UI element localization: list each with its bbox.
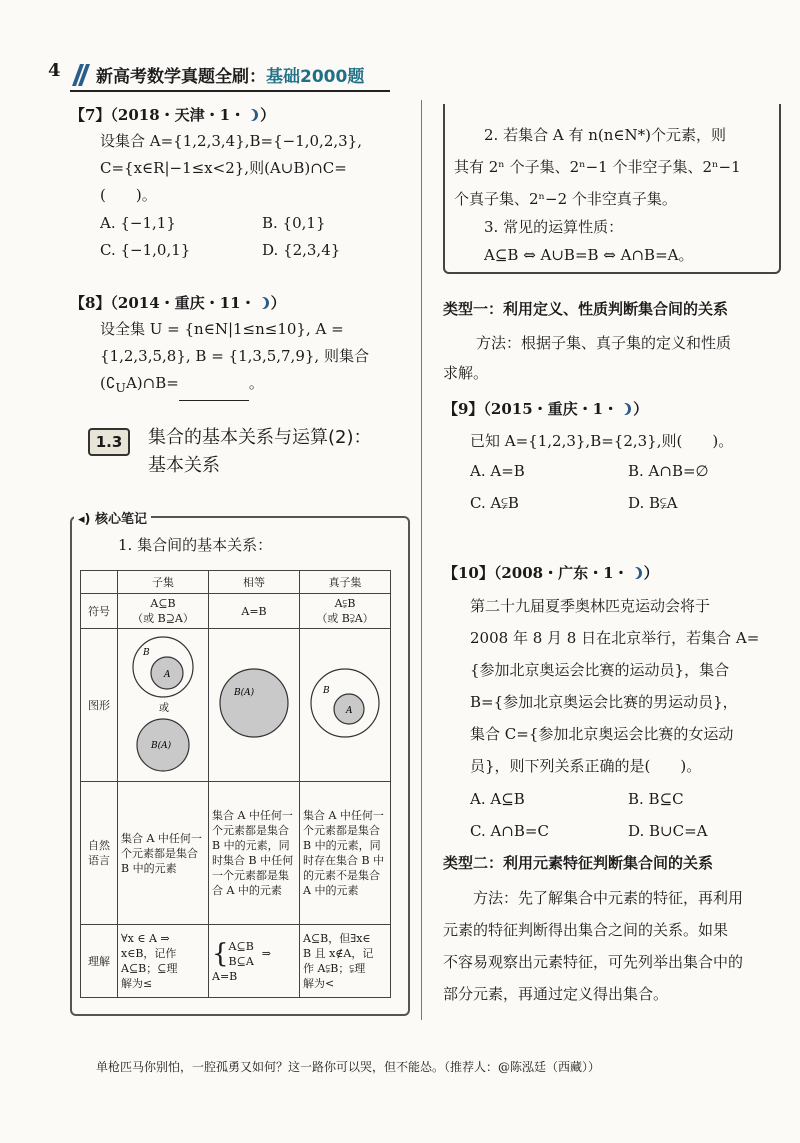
sym-text: A⊆B [150,597,176,610]
q7-option-a: A. {−1,1} [100,214,176,232]
cell-understand-proper [300,925,391,998]
table-row [81,782,391,925]
q9-head-end: ） [633,400,649,418]
row-figure: 图形 [81,629,118,782]
und-line: B⊆A [228,954,254,968]
und-equal-group [212,939,296,969]
label-A: A [346,706,353,716]
type2-line: 不容易观察出元素特征，可先列举出集合中的 [443,953,744,971]
q10-line: B={参加北京奥运会比赛的男运动员}， [470,693,738,711]
q8-expr: A)∩B= [125,374,179,392]
cell-symbol-proper [300,594,391,629]
label-BA: B(A) [151,741,172,751]
brace: { [212,938,229,969]
q8-head-end: ） [270,294,286,312]
sym-text: （或 B⊇A） [132,612,194,625]
cell-figure-proper [300,629,391,782]
column-divider [421,100,422,1020]
page-number: 4 [48,60,61,81]
cell-figure-equal [209,629,300,782]
q7-stem [100,128,362,209]
cell-language-subset: 集合 A 中任何一个元素都是集合 B 中的元素 [118,782,209,925]
core-notes-title [74,508,151,527]
q10-line: 员}，则下列关系正确的是( )。 [470,757,702,775]
type1-method: 方法：根据子集、真子集的定义和性质 [476,334,732,352]
notes-line: 其有 2ⁿ 个子集、2ⁿ−1 个非空子集、2ⁿ−1 [454,158,741,176]
label-B: B [143,648,150,658]
q9-option-b: B. A∩B=∅ [628,462,709,480]
q7-option-b: B. {0,1} [262,214,326,232]
cell-figure-subset [118,629,209,782]
und-line: A⊆B，但∃x∈ [303,932,371,945]
notes-line: 3. 常见的运算性质： [484,218,624,236]
set-relations-table [80,570,391,998]
book-title [96,62,364,87]
q10-option-c: C. A∩B=C [470,822,549,840]
footer-quote: 单枪匹马你别怕，一腔孤勇又如何？这一路你可以哭，但不能怂。（推荐人：@陈泓廷（西藏）） [96,1060,601,1074]
col-equal: 相等 [209,571,300,594]
notes-line: 2. 若集合 A 有 n(n∈N*)个元素，则 [484,126,726,144]
q8-source: 【8】（2014・重庆・11・ [70,294,256,312]
q7-source: 【7】（2018・天津・1・ [70,106,246,124]
type1-heading: 类型一：利用定义、性质判断集合间的关系 [443,300,729,318]
q10-line: 集合 C={参加北京奥运会比赛的女运动 [470,725,734,743]
col-proper-subset: 真子集 [300,571,391,594]
q8-line: 设全集 U = {n∈N|1≤n≤10}, A = [100,320,344,338]
notes-item-1: 1. 集合间的基本关系： [118,536,273,554]
label-or: 或 [159,703,169,714]
header-stripes-icon [70,64,92,86]
cell-symbol-subset [118,594,209,629]
q10-line: 2008 年 8 月 8 日在北京举行，若集合 A= [470,629,760,647]
q10-option-a: A. A⊆B [470,790,525,808]
venn-subset-diagram [121,631,205,775]
row-understanding: 理解 [81,925,118,998]
difficulty-moon-icon [247,109,258,121]
q7-line: C={x∈R|−1≤x<2},则(A∪B)∩C= [100,159,347,177]
und-line: x∈B，记作 [121,947,177,960]
und-equal-pair [229,939,254,969]
q7-line: ( )。 [100,186,157,204]
sym-text: （或 B⫌A） [316,612,374,625]
q7-option-c: C. {−1,0,1} [100,241,191,259]
q7-heading [70,104,275,125]
table-row [81,925,391,998]
header-divider [70,90,390,92]
venn-equal-diagram [212,631,296,775]
q7-option-d: D. {2,3,4} [262,241,341,259]
label-BA: B(A) [234,688,255,698]
type2-line: 元素的特征判断得出集合之间的关系。如果 [443,921,729,939]
q10-option-d: D. B∪C=A [628,822,708,840]
q9-source: 【9】（2015・重庆・1・ [443,400,619,418]
und-line: 作 A⫋B；⫋理 [303,962,366,975]
q9-option-d: D. B⫋A [628,494,678,512]
cell-language-proper: 集合 A 中任何一个元素都是集合 B 中的元素，同时存在集合 B 中的元素不是集合 A 中的元素 [300,782,391,925]
q10-line: {参加北京奥运会比赛的运动员}，集合 [470,661,730,679]
section-title-line2: 基本关系 [148,455,220,476]
row-natural-language: 自然语言 [81,782,118,925]
difficulty-moon-icon [258,297,269,309]
notes-line: A⊆B ⇔ A∪B=B ⇔ A∩B=A。 [484,246,694,264]
section-title [148,424,372,480]
label-A: A [164,670,171,680]
label-B: B [323,686,330,696]
q10-stem [470,590,759,782]
q9-heading [443,398,648,419]
venn-proper-diagram [303,631,387,775]
cell-understand-subset [118,925,209,998]
q9-option-c: C. A⫋B [470,494,519,512]
sym-text: A⫋B [334,597,356,610]
type2-line: 部分元素，再通过定义得出集合。 [443,985,669,1003]
book-title-main: 新高考数学真题全刷： [96,67,266,87]
notes-line: 个真子集、2ⁿ−2 个非空真子集。 [454,190,677,208]
type2-method [443,882,743,1010]
q8-end: 。 [248,374,264,392]
table-row [81,594,391,629]
q7-head-end: ） [260,106,276,124]
row-symbol: 符号 [81,594,118,629]
q8-stem [100,316,369,401]
section-number: 1.3 [88,428,130,456]
col-subset: 子集 [118,571,209,594]
speaker-icon: ◂) [78,512,91,527]
difficulty-moon-icon [631,567,642,579]
und-line: A⊆B [228,939,254,953]
q8-complement-sub: U [115,380,126,395]
cell-language-equal: 集合 A 中任何一个元素都是集合 B 中的元素，同时集合 B 中任何一个元素都是集合 A 中的元素 [209,782,300,925]
difficulty-moon-icon [620,403,631,415]
table-row [81,571,391,594]
cell-understand-equal [209,925,300,998]
und-line: 解为≤ [121,977,153,990]
implies-arrow: ⇒ [261,947,272,960]
und-line: A=B [212,969,238,983]
core-notes-label: 核心笔记 [95,512,148,527]
type2-heading: 类型二：利用元素特征判断集合间的关系 [443,854,714,872]
type2-line: 方法：先了解集合中元素的特征，再利用 [473,889,744,907]
book-title-sub: 基础2000题 [266,67,365,87]
table-corner [81,571,118,594]
q10-option-b: B. B⊆C [628,790,684,808]
und-line: B 且 x∉A，记 [303,947,374,960]
cell-symbol-equal: A=B [209,594,300,629]
und-line: 解为< [303,977,335,990]
q10-line: 第二十九届夏季奥林匹克运动会将于 [470,597,711,615]
answer-blank [179,386,249,401]
q10-head-end: ） [643,564,659,582]
q8-complement: (∁ [100,374,116,392]
q10-heading [443,562,659,583]
q7-line: 设集合 A={1,2,3,4},B={−1,0,2,3}, [100,132,362,150]
und-line: A⊆B；⊆理 [121,962,178,975]
q9-stem: 已知 A={1,2,3},B={2,3},则( )。 [470,432,734,450]
q8-line [100,370,369,401]
q10-source: 【10】（2008・广东・1・ [443,564,629,582]
q8-heading [70,292,286,313]
type1-method: 求解。 [443,364,489,382]
table-row [81,629,391,782]
und-line: ∀x ∈ A ⇒ [121,932,170,945]
section-title-line1: 集合的基本关系与运算(2)： [148,427,372,448]
q9-option-a: A. A=B [470,462,525,480]
q8-line: {1,2,3,5,8}, B = {1,3,5,7,9}, 则集合 [100,347,369,365]
